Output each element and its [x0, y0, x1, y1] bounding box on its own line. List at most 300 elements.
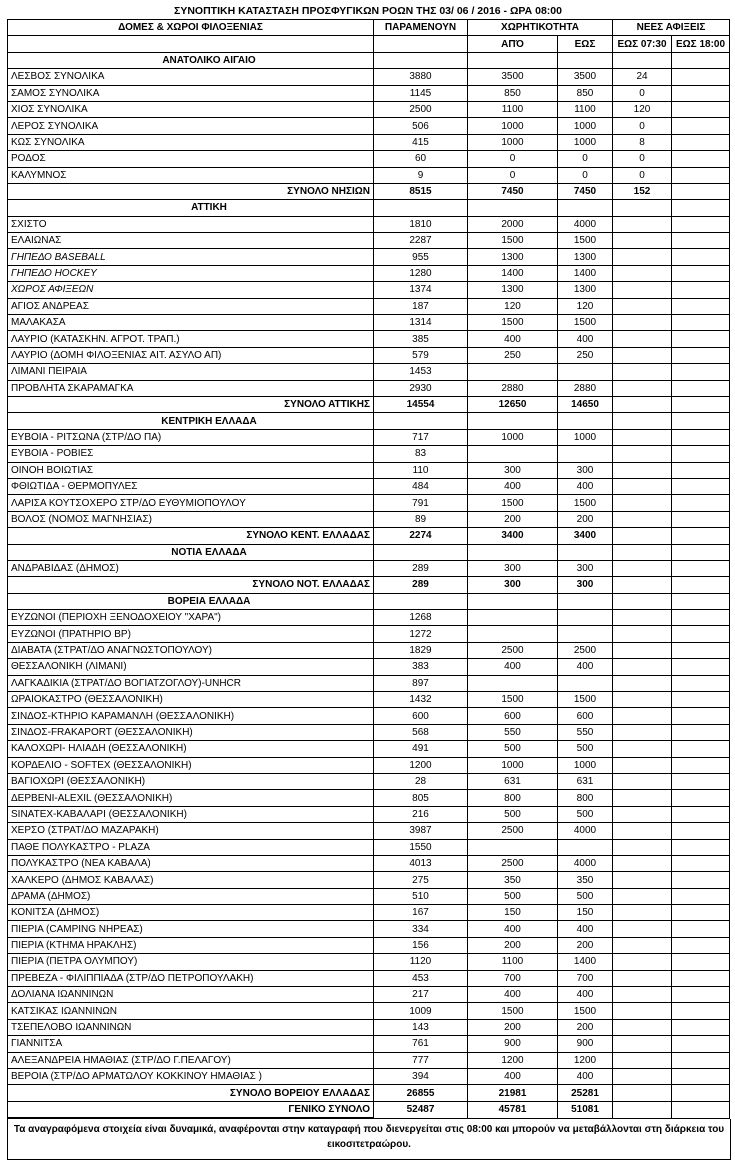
capacity-to-cell: 1300: [558, 282, 613, 298]
remaining-cell: 143: [374, 1019, 468, 1035]
capacity-from-cell: [468, 364, 558, 380]
table-row: [8, 823, 730, 839]
remaining-cell: 26855: [374, 1085, 468, 1101]
capacity-to-cell: [558, 610, 613, 626]
capacity-to-cell: 800: [558, 790, 613, 806]
subtotal-row: [8, 1085, 730, 1101]
arrivals-0730-cell: [613, 937, 672, 953]
facility-name: ΓΙΑΝΝΙΤΣΑ: [8, 1036, 374, 1052]
table-row: [8, 298, 730, 314]
remaining-cell: 415: [374, 134, 468, 150]
arrivals-0730-cell: [613, 347, 672, 363]
remaining-cell: 4013: [374, 855, 468, 871]
capacity-from-cell: 300: [468, 577, 558, 593]
capacity-to-cell: 1400: [558, 954, 613, 970]
arrivals-1800-cell: [672, 347, 730, 363]
capacity-from-cell: 400: [468, 987, 558, 1003]
facility-name: ΓΕΝΙΚΟ ΣΥΝΟΛΟ: [8, 1101, 374, 1118]
capacity-from-cell: 21981: [468, 1085, 558, 1101]
facility-name: ΣΧΙΣΤΟ: [8, 216, 374, 232]
arrivals-0730-cell: [613, 478, 672, 494]
capacity-from-cell: [468, 839, 558, 855]
arrivals-1800-cell: [672, 855, 730, 871]
arrivals-0730-cell: [613, 855, 672, 871]
remaining-cell: 2500: [374, 101, 468, 117]
remaining-cell: 1120: [374, 954, 468, 970]
table-row: [8, 331, 730, 347]
capacity-to-cell: 14650: [558, 396, 613, 412]
arrivals-0730-cell: [613, 692, 672, 708]
table-row: [8, 1003, 730, 1019]
table-row: [8, 905, 730, 921]
capacity-from-cell: 200: [468, 511, 558, 527]
arrivals-1800-cell: [672, 331, 730, 347]
remaining-cell: 484: [374, 478, 468, 494]
capacity-from-cell: 150: [468, 905, 558, 921]
arrivals-1800-cell: [672, 577, 730, 593]
arrivals-1800-cell: [672, 610, 730, 626]
arrivals-0730-cell: [613, 577, 672, 593]
arrivals-0730-cell: [613, 610, 672, 626]
capacity-from-cell: 400: [468, 921, 558, 937]
capacity-to-cell: 3500: [558, 69, 613, 85]
capacity-from-cell: 300: [468, 560, 558, 576]
table-row: [8, 151, 730, 167]
capacity-from-cell: 400: [468, 659, 558, 675]
arrivals-1800-cell: [672, 888, 730, 904]
facility-name: ΣΙΝΔΟΣ-ΚΤΗΡΙΟ ΚΑΡΑΜΑΝΛΗ (ΘΕΣΣΑΛΟΝΙΚΗ): [8, 708, 374, 724]
capacity-from-cell: 45781: [468, 1101, 558, 1118]
capacity-from-cell: [468, 610, 558, 626]
capacity-to-cell: 500: [558, 806, 613, 822]
remaining-cell: 1810: [374, 216, 468, 232]
header-structures: ΔΟΜΕΣ & ΧΩΡΟΙ ΦΙΛΟΞΕΝΙΑΣ: [8, 20, 374, 36]
capacity-to-cell: [558, 200, 613, 216]
capacity-from-cell: [468, 413, 558, 429]
arrivals-1800-cell: [672, 560, 730, 576]
capacity-to-cell: 900: [558, 1036, 613, 1052]
capacity-to-cell: 1500: [558, 1003, 613, 1019]
remaining-cell: 394: [374, 1069, 468, 1085]
arrivals-1800-cell: [672, 741, 730, 757]
capacity-from-cell: 400: [468, 478, 558, 494]
arrivals-1800-cell: [672, 298, 730, 314]
arrivals-0730-cell: [613, 544, 672, 560]
table-row: [8, 692, 730, 708]
arrivals-1800-cell: [672, 839, 730, 855]
arrivals-0730-cell: [613, 1085, 672, 1101]
capacity-to-cell: 150: [558, 905, 613, 921]
arrivals-1800-cell: [672, 265, 730, 281]
capacity-from-cell: 500: [468, 806, 558, 822]
header-capacity-from: ΑΠΌ: [468, 36, 558, 52]
section-title: ΒΟΡΕΙΑ ΕΛΛΑΔΑ: [8, 593, 374, 609]
section-header-row: [8, 413, 730, 429]
arrivals-0730-cell: [613, 495, 672, 511]
report-title: ΣΥΝΟΠΤΙΚΗ ΚΑΤΑΣΤΑΣΗ ΠΡΟΣΦΥΓΙΚΩΝ ΡΟΩΝ ΤΗΣ 03/ 06 / 2016 - ΩΡΑ 08:00: [174, 5, 562, 17]
capacity-from-cell: 1300: [468, 282, 558, 298]
table-row: [8, 888, 730, 904]
facility-name: ΣΥΝΟΛΟ ΒΟΡΕΙΟΥ ΕΛΛΑΔΑΣ: [8, 1085, 374, 1101]
facility-name: ΣΥΝΟΛΟ ΚΕΝΤ. ΕΛΛΑΔΑΣ: [8, 528, 374, 544]
arrivals-1800-cell: [672, 511, 730, 527]
arrivals-1800-cell: [672, 462, 730, 478]
remaining-cell: 510: [374, 888, 468, 904]
capacity-to-cell: 1000: [558, 118, 613, 134]
capacity-to-cell: 1000: [558, 757, 613, 773]
arrivals-0730-cell: [613, 52, 672, 68]
capacity-to-cell: 250: [558, 347, 613, 363]
table-row: [8, 495, 730, 511]
capacity-to-cell: 1500: [558, 692, 613, 708]
table-body: [8, 52, 730, 1118]
table-row: [8, 446, 730, 462]
capacity-to-cell: 1200: [558, 1052, 613, 1068]
capacity-to-cell: 1500: [558, 495, 613, 511]
arrivals-1800-cell: [672, 380, 730, 396]
capacity-to-cell: 550: [558, 724, 613, 740]
capacity-to-cell: 3400: [558, 528, 613, 544]
capacity-to-cell: 1500: [558, 233, 613, 249]
table-row: [8, 806, 730, 822]
arrivals-1800-cell: [672, 233, 730, 249]
remaining-cell: 1374: [374, 282, 468, 298]
table-row: [8, 970, 730, 986]
section-title: ΝΟΤΙΑ ΕΛΛΑΔΑ: [8, 544, 374, 560]
capacity-to-cell: 1500: [558, 315, 613, 331]
arrivals-0730-cell: [613, 413, 672, 429]
arrivals-1800-cell: [672, 429, 730, 445]
capacity-to-cell: [558, 839, 613, 855]
arrivals-1800-cell: [672, 593, 730, 609]
arrivals-0730-cell: [613, 626, 672, 642]
table-row: [8, 315, 730, 331]
capacity-from-cell: 3400: [468, 528, 558, 544]
table-row: [8, 249, 730, 265]
facility-name: ΚΑΤΣΙΚΑΣ ΙΩΑΝΝΙΝΩΝ: [8, 1003, 374, 1019]
arrivals-0730-cell: 152: [613, 183, 672, 199]
arrivals-1800-cell: [672, 790, 730, 806]
capacity-from-cell: 2000: [468, 216, 558, 232]
capacity-from-cell: 1100: [468, 954, 558, 970]
capacity-to-cell: 1400: [558, 265, 613, 281]
arrivals-0730-cell: [613, 1052, 672, 1068]
arrivals-0730-cell: 0: [613, 151, 672, 167]
table-row: [8, 233, 730, 249]
remaining-cell: 2274: [374, 528, 468, 544]
remaining-cell: 955: [374, 249, 468, 265]
capacity-from-cell: 1000: [468, 118, 558, 134]
arrivals-0730-cell: 24: [613, 69, 672, 85]
arrivals-0730-cell: [613, 987, 672, 1003]
facility-name: ΛΑΥΡΙΟ (ΔΟΜΗ ΦΙΛΟΞΕΝΙΑΣ ΑΙΤ. ΑΣΥΛΟ ΑΠ): [8, 347, 374, 363]
section-header-row: [8, 200, 730, 216]
remaining-cell: [374, 413, 468, 429]
capacity-to-cell: 0: [558, 167, 613, 183]
table-row: [8, 741, 730, 757]
arrivals-1800-cell: [672, 52, 730, 68]
remaining-cell: 717: [374, 429, 468, 445]
arrivals-0730-cell: [613, 642, 672, 658]
arrivals-0730-cell: [613, 1101, 672, 1118]
capacity-to-cell: 400: [558, 659, 613, 675]
table-row: [8, 872, 730, 888]
capacity-to-cell: 700: [558, 970, 613, 986]
capacity-to-cell: 300: [558, 560, 613, 576]
arrivals-0730-cell: 120: [613, 101, 672, 117]
capacity-to-cell: 400: [558, 921, 613, 937]
header-row-1: [8, 20, 730, 36]
arrivals-0730-cell: [613, 528, 672, 544]
arrivals-1800-cell: [672, 249, 730, 265]
arrivals-0730-cell: [613, 839, 672, 855]
arrivals-1800-cell: [672, 1085, 730, 1101]
remaining-cell: 453: [374, 970, 468, 986]
arrivals-0730-cell: [613, 888, 672, 904]
facility-name: ΕΛΑΙΩΝΑΣ: [8, 233, 374, 249]
facility-name: ΛΕΣΒΟΣ ΣΥΝΟΛΙΚΑ: [8, 69, 374, 85]
header-blank: [8, 36, 374, 52]
facility-name: ΧΕΡΣΟ (ΣΤΡΑΤ/ΔΟ ΜΑΖΑΡΑΚΗ): [8, 823, 374, 839]
remaining-cell: 28: [374, 773, 468, 789]
facility-name: ΡΟΔΟΣ: [8, 151, 374, 167]
remaining-cell: 289: [374, 560, 468, 576]
capacity-from-cell: 1200: [468, 1052, 558, 1068]
remaining-cell: 1272: [374, 626, 468, 642]
capacity-from-cell: 600: [468, 708, 558, 724]
capacity-to-cell: [558, 675, 613, 691]
header-arrivals-0730: ΕΩΣ 07:30: [613, 36, 672, 52]
arrivals-0730-cell: [613, 872, 672, 888]
arrivals-0730-cell: [613, 560, 672, 576]
arrivals-0730-cell: [613, 315, 672, 331]
table-row: [8, 216, 730, 232]
facility-name: ΔΙΑΒΑΤΑ (ΣΤΡΑΤ/ΔΟ ΑΝΑΓΝΩΣΤΟΠΟΥΛΟΥ): [8, 642, 374, 658]
remaining-cell: 110: [374, 462, 468, 478]
arrivals-0730-cell: [613, 806, 672, 822]
arrivals-0730-cell: 0: [613, 118, 672, 134]
capacity-from-cell: 1500: [468, 315, 558, 331]
capacity-to-cell: 1000: [558, 429, 613, 445]
arrivals-1800-cell: [672, 987, 730, 1003]
table-row: [8, 626, 730, 642]
capacity-from-cell: 2880: [468, 380, 558, 396]
capacity-from-cell: 200: [468, 937, 558, 953]
section-title: ΑΝΑΤΟΛΙΚΟ ΑΙΓΑΙΟ: [8, 52, 374, 68]
arrivals-0730-cell: [613, 282, 672, 298]
capacity-to-cell: 120: [558, 298, 613, 314]
footer-note: Τα αναγραφόμενα στοιχεία είναι δυναμικά, αναφέρονται στην καταγραφή που διενεργείται στις 08:00 και μπορούν να μεταβάλλονται στη διάρκεια του εικοσιτετραώρου.: [7, 1119, 731, 1160]
remaining-cell: 506: [374, 118, 468, 134]
remaining-cell: 805: [374, 790, 468, 806]
remaining-cell: 491: [374, 741, 468, 757]
arrivals-1800-cell: [672, 134, 730, 150]
capacity-to-cell: [558, 52, 613, 68]
arrivals-0730-cell: [613, 511, 672, 527]
capacity-to-cell: [558, 544, 613, 560]
capacity-from-cell: 1500: [468, 495, 558, 511]
arrivals-1800-cell: [672, 1019, 730, 1035]
arrivals-0730-cell: [613, 200, 672, 216]
arrivals-0730-cell: 0: [613, 85, 672, 101]
capacity-to-cell: [558, 626, 613, 642]
arrivals-1800-cell: [672, 708, 730, 724]
facility-name: ΚΟΝΙΤΣΑ (ΔΗΜΟΣ): [8, 905, 374, 921]
capacity-from-cell: [468, 52, 558, 68]
remaining-cell: 275: [374, 872, 468, 888]
remaining-cell: 216: [374, 806, 468, 822]
grand-total-row: [8, 1101, 730, 1118]
table-row: [8, 167, 730, 183]
capacity-to-cell: 500: [558, 741, 613, 757]
arrivals-1800-cell: [672, 495, 730, 511]
arrivals-0730-cell: [613, 1036, 672, 1052]
capacity-to-cell: 4000: [558, 823, 613, 839]
remaining-cell: 897: [374, 675, 468, 691]
remaining-cell: 3880: [374, 69, 468, 85]
capacity-from-cell: 0: [468, 151, 558, 167]
table-row: [8, 675, 730, 691]
facility-name: ΦΘΙΩΤΙΔΑ - ΘΕΡΜΟΠΥΛΕΣ: [8, 478, 374, 494]
header-new-arrivals: ΝΕΕΣ ΑΦΙΞΕΙΣ: [613, 20, 730, 36]
capacity-from-cell: 850: [468, 85, 558, 101]
table-row: [8, 921, 730, 937]
remaining-cell: 1829: [374, 642, 468, 658]
capacity-from-cell: 400: [468, 1069, 558, 1085]
capacity-to-cell: 600: [558, 708, 613, 724]
table-row: [8, 101, 730, 117]
report-sheet: [7, 3, 729, 1160]
table-row: [8, 478, 730, 494]
facility-name: ΑΝΔΡΑΒΙΔΑΣ (ΔΗΜΟΣ): [8, 560, 374, 576]
table-row: [8, 855, 730, 871]
arrivals-1800-cell: [672, 757, 730, 773]
table-row: [8, 757, 730, 773]
capacity-from-cell: 350: [468, 872, 558, 888]
arrivals-1800-cell: [672, 692, 730, 708]
arrivals-1800-cell: [672, 823, 730, 839]
remaining-cell: 1268: [374, 610, 468, 626]
remaining-cell: 8515: [374, 183, 468, 199]
capacity-from-cell: 700: [468, 970, 558, 986]
table-row: [8, 642, 730, 658]
capacity-to-cell: [558, 364, 613, 380]
arrivals-1800-cell: [672, 446, 730, 462]
table-row: [8, 560, 730, 576]
header-blank: [374, 36, 468, 52]
capacity-from-cell: 0: [468, 167, 558, 183]
capacity-from-cell: 1500: [468, 692, 558, 708]
arrivals-1800-cell: [672, 773, 730, 789]
remaining-cell: 60: [374, 151, 468, 167]
arrivals-1800-cell: [672, 954, 730, 970]
facility-name: ΣΥΝΟΛΟ ΑΤΤΙΚΗΣ: [8, 396, 374, 412]
remaining-cell: 2930: [374, 380, 468, 396]
facility-name: ΑΓΙΟΣ ΑΝΔΡΕΑΣ: [8, 298, 374, 314]
facility-name: ΟΙΝΟΗ ΒΟΙΩΤΙΑΣ: [8, 462, 374, 478]
capacity-to-cell: 1000: [558, 134, 613, 150]
remaining-cell: 167: [374, 905, 468, 921]
remaining-cell: 579: [374, 347, 468, 363]
table-row: [8, 347, 730, 363]
facility-name: ΘΕΣΣΑΛΟΝΙΚΗ (ΛΙΜΑΝΙ): [8, 659, 374, 675]
remaining-cell: 334: [374, 921, 468, 937]
facility-name: ΛΑΡΙΣΑ ΚΟΥΤΣΟΧΕΡΟ ΣΤΡ/ΔΟ ΕΥΘΥΜΙΟΠΟΥΛΟΥ: [8, 495, 374, 511]
section-header-row: [8, 544, 730, 560]
arrivals-1800-cell: [672, 1069, 730, 1085]
arrivals-0730-cell: 8: [613, 134, 672, 150]
arrivals-1800-cell: [672, 675, 730, 691]
facility-name: ΒΕΡΟΙΑ (ΣΤΡ/ΔΟ ΑΡΜΑΤΩΛΟΥ ΚΟΚΚΙΝΟΥ ΗΜΑΘΙΑΣ ): [8, 1069, 374, 1085]
facility-name: ΚΟΡΔΕΛΙΟ - SOFTEX (ΘΕΣΣΑΛΟΝΙΚΗ): [8, 757, 374, 773]
capacity-from-cell: 1300: [468, 249, 558, 265]
facility-name: ΕΥΖΩΝΟΙ (ΠΕΡΙΟΧΗ ΞΕΝΟΔΟΧΕΙΟΥ "ΧΑΡΑ"): [8, 610, 374, 626]
capacity-to-cell: 51081: [558, 1101, 613, 1118]
table-row: [8, 1069, 730, 1085]
remaining-cell: 1453: [374, 364, 468, 380]
capacity-to-cell: 850: [558, 85, 613, 101]
arrivals-0730-cell: [613, 462, 672, 478]
arrivals-0730-cell: [613, 1069, 672, 1085]
table-row: [8, 380, 730, 396]
capacity-from-cell: 1000: [468, 134, 558, 150]
facility-name: ΛΑΥΡΙΟ (ΚΑΤΑΣΚΗΝ. ΑΓΡΟΤ. ΤΡΑΠ.): [8, 331, 374, 347]
facility-name: ΤΣΕΠΕΛΟΒΟ ΙΩΑΝΝΙΝΩΝ: [8, 1019, 374, 1035]
capacity-from-cell: 200: [468, 1019, 558, 1035]
arrivals-1800-cell: [672, 1052, 730, 1068]
remaining-cell: 9: [374, 167, 468, 183]
facility-name: ΓΗΠΕΔΟ HOCKEY: [8, 265, 374, 281]
arrivals-0730-cell: [613, 298, 672, 314]
arrivals-1800-cell: [672, 396, 730, 412]
facility-name: ΒΟΛΟΣ (ΝΟΜΟΣ ΜΑΓΝΗΣΙΑΣ): [8, 511, 374, 527]
facility-name: ΧΩΡΟΣ ΑΦΙΞΕΩΝ: [8, 282, 374, 298]
table-row: [8, 265, 730, 281]
table-row: [8, 118, 730, 134]
arrivals-0730-cell: [613, 741, 672, 757]
arrivals-1800-cell: [672, 151, 730, 167]
facility-name: ΛΙΜΑΝΙ ΠΕΙΡΑΙΑ: [8, 364, 374, 380]
capacity-from-cell: 500: [468, 741, 558, 757]
capacity-to-cell: 300: [558, 462, 613, 478]
arrivals-0730-cell: [613, 233, 672, 249]
capacity-to-cell: 2880: [558, 380, 613, 396]
arrivals-1800-cell: [672, 528, 730, 544]
arrivals-0730-cell: [613, 446, 672, 462]
remaining-cell: 83: [374, 446, 468, 462]
arrivals-1800-cell: [672, 970, 730, 986]
arrivals-1800-cell: [672, 659, 730, 675]
arrivals-0730-cell: [613, 675, 672, 691]
remaining-cell: 14554: [374, 396, 468, 412]
capacity-from-cell: 12650: [468, 396, 558, 412]
arrivals-0730-cell: [613, 905, 672, 921]
header-remaining: ΠΑΡΑΜΕΝΟΥΝ: [374, 20, 468, 36]
section-header-row: [8, 593, 730, 609]
arrivals-1800-cell: [672, 626, 730, 642]
section-header-row: [8, 52, 730, 68]
arrivals-0730-cell: [613, 593, 672, 609]
table-row: [8, 511, 730, 527]
table-row: [8, 610, 730, 626]
facility-name: ΣΥΝΟΛΟ ΝΗΣΙΩΝ: [8, 183, 374, 199]
capacity-from-cell: [468, 675, 558, 691]
capacity-from-cell: 550: [468, 724, 558, 740]
remaining-cell: [374, 593, 468, 609]
capacity-to-cell: [558, 593, 613, 609]
facility-name: ΔΕΡΒΕΝΙ-ALEXIL (ΘΕΣΣΑΛΟΝΙΚΗ): [8, 790, 374, 806]
arrivals-1800-cell: [672, 364, 730, 380]
